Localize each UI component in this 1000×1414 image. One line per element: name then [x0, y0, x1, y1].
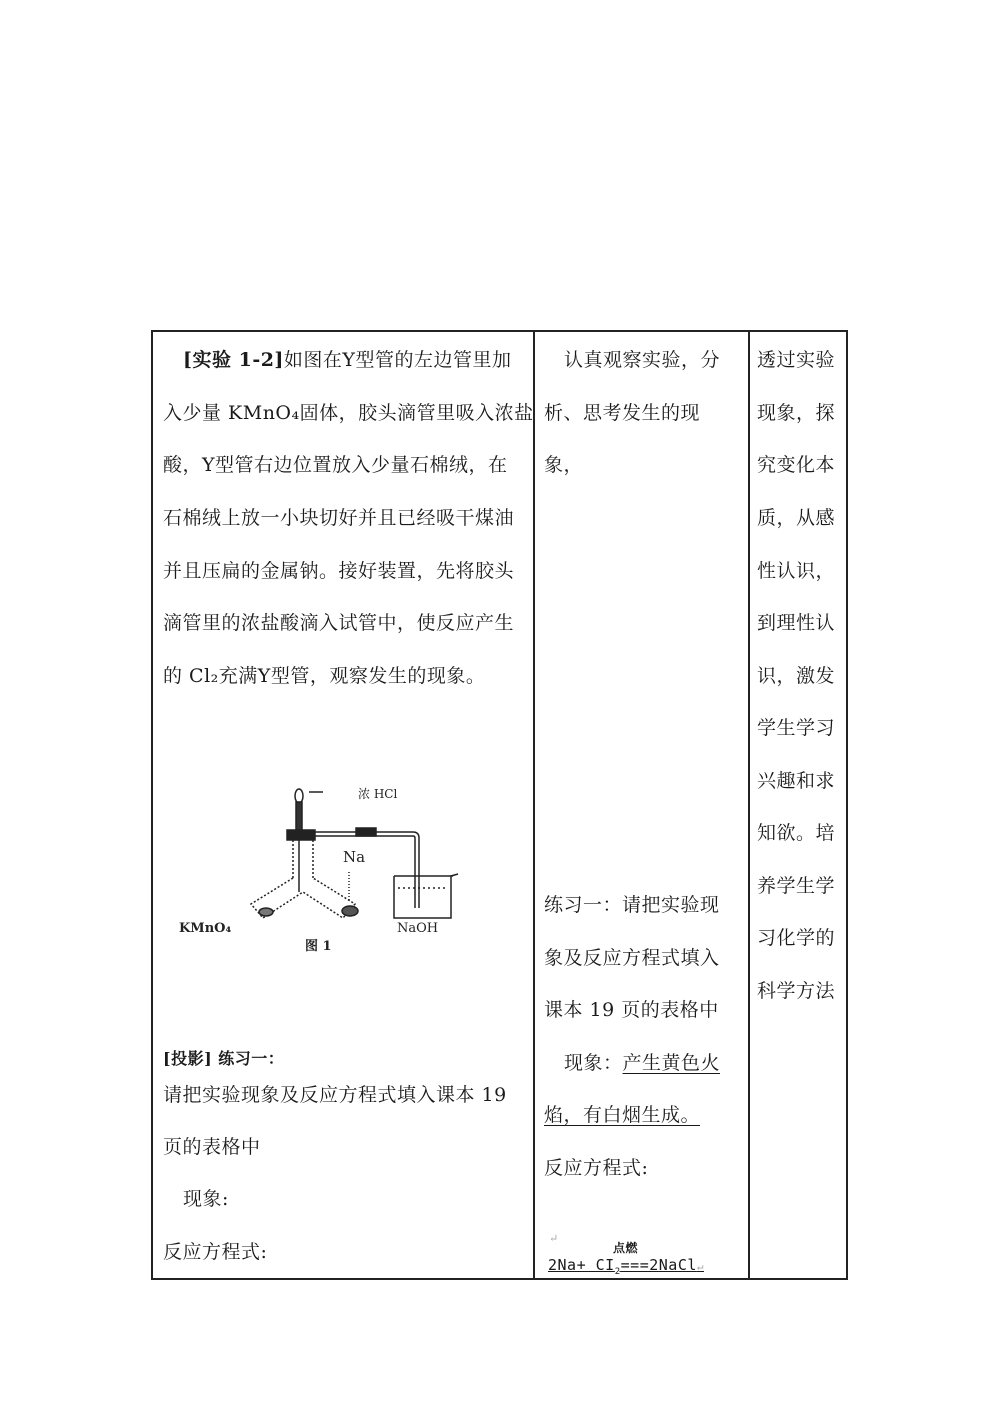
experiment-line-5: 并且压扁的金属钠。接好装置，先将胶头 — [163, 560, 515, 582]
text: 如图在Y型管的左边管里加 — [283, 349, 512, 371]
experiment-line-3: 酸，Y型管右边位置放入少量石棉绒，在 — [163, 454, 508, 476]
intent-line-6: 到理性认 — [757, 612, 836, 634]
experiment-tag: [实验 1-2] — [183, 349, 284, 371]
equation-left: 2Na+ CI — [548, 1256, 615, 1274]
intent-line-7: 识，激发 — [757, 665, 836, 687]
phenomenon-label: 现象: — [183, 1188, 229, 1210]
equation-subscript: 2 — [614, 1267, 621, 1277]
naoh-label: NaOH — [397, 921, 439, 936]
exercise-line-1: 请把实验现象及反应方程式填入课本 19 — [163, 1084, 507, 1106]
equation-label: 反应方程式: — [163, 1241, 268, 1263]
student-line-2: 析、思考发生的现 — [544, 402, 701, 424]
intent-line-10: 知欲。培 — [757, 822, 836, 844]
student-exercise-line-1: 练习一：请把实验现 — [544, 894, 720, 916]
intent-line-11: 养学生学 — [757, 875, 836, 897]
apparatus-figure — [173, 772, 473, 962]
student-activity-column — [535, 332, 750, 1278]
intent-line-9: 兴趣和求 — [757, 770, 836, 792]
student-equation-label: 反应方程式: — [544, 1157, 649, 1179]
projection-title: [投影] 练习一： — [163, 1049, 285, 1068]
intent-line-13: 科学方法 — [757, 980, 836, 1002]
intent-line-2: 现象，探 — [757, 402, 836, 424]
intent-line-5: 性认识， — [757, 560, 836, 582]
student-line-1: 认真观察实验，分 — [564, 349, 721, 371]
experiment-line-6: 滴管里的浓盐酸滴入试管中，使反应产生 — [163, 612, 515, 634]
student-exercise-line-2: 象及反应方程式填入 — [544, 947, 720, 969]
intent-line-1: 透过实验 — [757, 349, 836, 371]
intent-line-12: 习化学的 — [757, 927, 836, 949]
kmno4-label: KMnO₄ — [179, 921, 232, 936]
phenomenon-answer-2: 焰，有白烟生成。 — [544, 1104, 701, 1126]
exercise-line-2: 页的表格中 — [163, 1136, 261, 1158]
design-intent-column — [750, 332, 846, 1278]
experiment-line-2: 入少量 KMnO₄固体，胶头滴管里吸入浓盐 — [163, 402, 534, 424]
intent-line-3: 究变化本 — [757, 454, 836, 476]
student-line-3: 象， — [544, 454, 584, 476]
figure-caption: 图 1 — [305, 939, 332, 954]
experiment-line-4: 石棉绒上放一小块切好并且已经吸干煤油 — [163, 507, 515, 529]
y-tube-apparatus-diagram — [173, 772, 473, 962]
student-phenomenon — [564, 1052, 720, 1074]
chemical-equation — [548, 1254, 704, 1283]
experiment-line-1 — [183, 349, 511, 371]
hcl-label: 浓 HCl — [358, 787, 398, 801]
equation-right: ===2NaCl — [620, 1256, 697, 1274]
return-mark: ↵ — [549, 1232, 559, 1245]
teacher-activity-column — [153, 332, 535, 1278]
intent-line-4: 质，从感 — [757, 507, 836, 529]
lesson-table — [151, 330, 848, 1280]
phenomenon-label: 现象： — [564, 1052, 623, 1074]
experiment-line-7: 的 Cl₂充满Y型管，观察发生的现象。 — [163, 665, 486, 687]
intent-line-8: 学生学习 — [757, 717, 836, 739]
phenomenon-answer-1: 产生黄色火 — [622, 1052, 721, 1074]
reaction-condition: 点燃 — [613, 1241, 639, 1255]
na-label: Na — [343, 848, 366, 866]
student-exercise-line-3: 课本 19 页的表格中 — [544, 999, 719, 1021]
return-mark: ↵ — [696, 1260, 705, 1273]
